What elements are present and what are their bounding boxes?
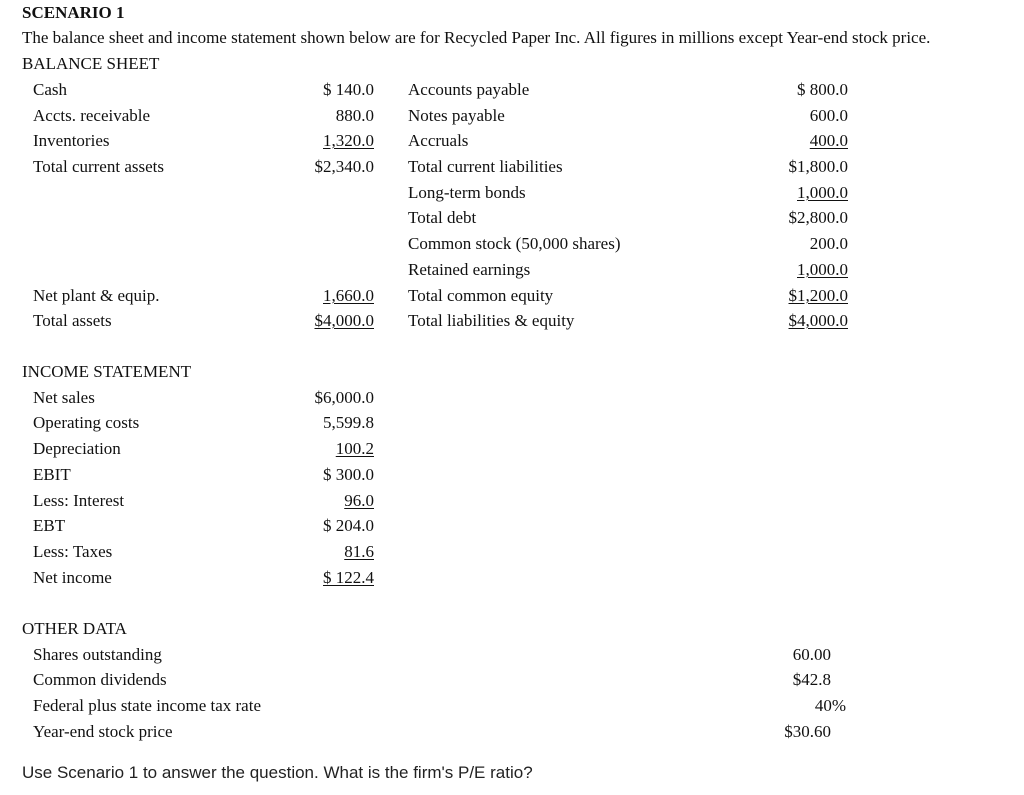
- other-value: $42.8: [792, 670, 831, 689]
- asset-label: Net plant & equip.: [33, 286, 160, 305]
- liability-value: 200.0: [809, 234, 848, 253]
- liability-value: 1,000.0: [797, 260, 848, 279]
- other-label: Year-end stock price: [33, 722, 173, 741]
- intro-text: The balance sheet and income statement shown below are for Recycled Paper Inc. All figures in millions except Year-end stock price.: [22, 28, 931, 47]
- other-value: $30.60: [784, 722, 831, 741]
- income-value: $ 204.0: [323, 516, 374, 535]
- asset-label: Total current assets: [33, 157, 164, 176]
- question-text: Use Scenario 1 to answer the question. What is the firm's P/E ratio?: [22, 763, 533, 782]
- income-label: Operating costs: [33, 413, 140, 432]
- liability-value: 400.0: [809, 131, 848, 150]
- liability-label: Accruals: [408, 131, 469, 150]
- other-label: Common dividends: [33, 670, 167, 689]
- income-value: $ 300.0: [323, 465, 374, 484]
- other-label: Federal plus state income tax rate: [33, 696, 261, 715]
- liability-value: $1,200.0: [788, 286, 848, 305]
- scenario-title: SCENARIO 1: [22, 3, 125, 22]
- income-value: $ 122.4: [323, 568, 374, 587]
- income-label: EBIT: [33, 465, 71, 484]
- other-label: Shares outstanding: [33, 645, 162, 664]
- liability-label: Total liabilities & equity: [408, 311, 575, 330]
- liability-label: Total current liabilities: [408, 157, 563, 176]
- liability-label: Retained earnings: [408, 260, 531, 279]
- income-label: Less: Taxes: [33, 542, 113, 561]
- asset-label: Accts. receivable: [33, 106, 151, 125]
- liability-label: Total debt: [408, 208, 477, 227]
- asset-label: Cash: [33, 80, 67, 99]
- asset-value: 1,320.0: [323, 131, 374, 150]
- income-value: $6,000.0: [314, 388, 374, 407]
- other-data-heading: OTHER DATA: [22, 619, 127, 638]
- income-label: Net income: [33, 568, 112, 587]
- asset-value: $ 140.0: [323, 80, 374, 99]
- other-value: 40%: [814, 696, 846, 715]
- income-label: Net sales: [33, 388, 95, 407]
- balance-sheet-heading: BALANCE SHEET: [22, 54, 160, 73]
- income-label: Less: Interest: [33, 491, 125, 510]
- liability-label: Accounts payable: [408, 80, 530, 99]
- liability-value: $2,800.0: [788, 208, 848, 227]
- income-statement-heading: INCOME STATEMENT: [22, 362, 192, 381]
- asset-value: $4,000.0: [314, 311, 374, 330]
- liability-label: Common stock (50,000 shares): [408, 234, 621, 253]
- income-value: 96.0: [344, 491, 374, 510]
- asset-value: $2,340.0: [314, 157, 374, 176]
- liability-value: $1,800.0: [788, 157, 848, 176]
- liability-value: $ 800.0: [797, 80, 848, 99]
- liability-label: Notes payable: [408, 106, 505, 125]
- asset-value: 880.0: [335, 106, 374, 125]
- other-value: 60.00: [792, 645, 831, 664]
- liability-label: Long-term bonds: [408, 183, 526, 202]
- income-value: 5,599.8: [323, 413, 374, 432]
- income-value: 100.2: [335, 439, 374, 458]
- liability-value: 1,000.0: [797, 183, 848, 202]
- liability-label: Total common equity: [408, 286, 554, 305]
- income-value: 81.6: [344, 542, 374, 561]
- income-label: EBT: [33, 516, 66, 535]
- asset-value: 1,660.0: [323, 286, 374, 305]
- liability-value: $4,000.0: [788, 311, 848, 330]
- asset-label: Inventories: [33, 131, 110, 150]
- liability-value: 600.0: [809, 106, 848, 125]
- income-label: Depreciation: [33, 439, 121, 458]
- asset-label: Total assets: [33, 311, 112, 330]
